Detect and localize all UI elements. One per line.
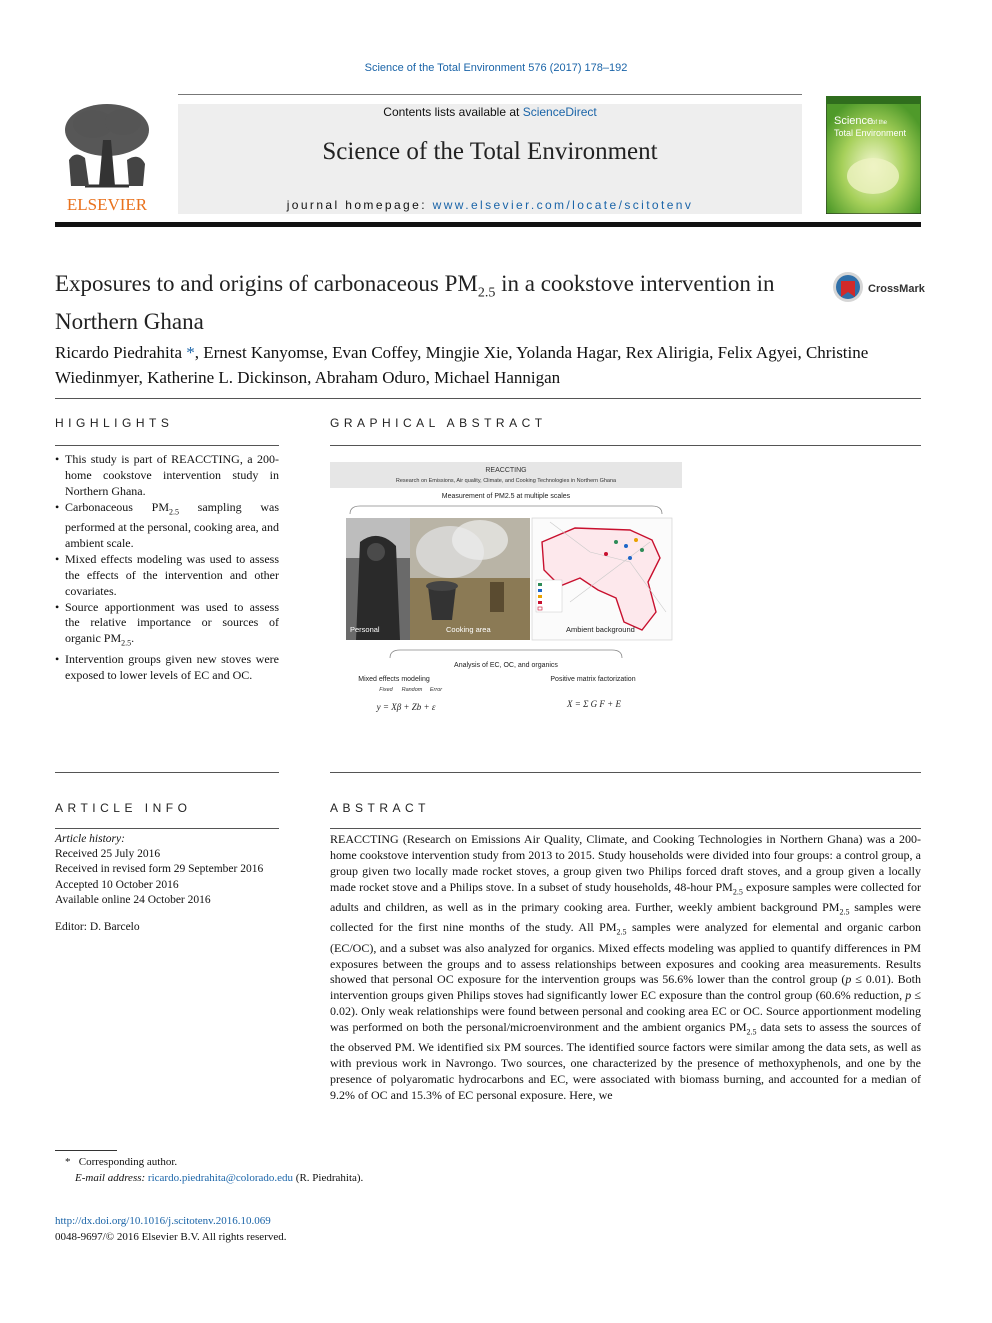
abstract-body: REACCTING (Research on Emissions Air Quality, Climate, and Cooking Technologies in Northern Ghana) was a 200-home cookstove intervention study from 2013 to 2015. Study households were divided into four groups: a control group, a group given two locally made rocket stoves, a group given two Philips forced draft stoves, and a group given a locally made rocket stove and a Philips stove. In a subset of study households, 48-hour $PM_{2.5}$ exposure samples were collected for adults and children, as well as in the primary cooking area. Further, weekly ambient background $PM_{2.5}$ samples were collected for the first nine months of the study. All $PM_{2.5}$ samples were analyzed for elemental and organic carbon (EC/OC), and a subset was also analyzed for organics. Mixed effects modeling was applied to quantify differences in PM exposures between the groups and to assess relationships between exposures and cooking area measurements. Results showed that personal OC exposure for the intervention groups was 56.6% lower than the control group (p ≤ 0.01). Both intervention groups given Philips stoves had significantly lower EC exposure than the control group (60.6% reduction, p ≤ 0.02). Only weak relationships were found between personal and cooking area EC or OC. Source apportionment modeling was performed on both the personal/microenvironment and the ambient organics $PM_{2.5}$ data sets to assess the sources of the observed PM. We identified six PM sources. The identified source factors were similar among the data sets, as well as with previous work in Navrongo. Two sources, one characterized by the presence of methoxyphenols, and one by the presence of polyaromatic hydrocarbons and EC, were associated with biomass burning, and accounted for a median of 9.2% of OC and 15.3% of EC personal exposure. Here, we xyxy=(330,832,922,1103)
contents-available-line xyxy=(178,105,802,119)
header-thick-rule xyxy=(55,222,921,227)
ga-error-label: Error xyxy=(429,687,443,693)
highlight-item: • Carbonaceous $PM_{2.5}$ sampling was performed at the personal, cooking area, and ambient scale. xyxy=(55,500,279,552)
right-column-divider xyxy=(330,772,921,773)
journal-name: Science of the Total Environment xyxy=(322,138,658,165)
elsevier-tree-icon xyxy=(55,100,159,214)
homepage-prefix: journal homepage: xyxy=(286,198,433,212)
title-part2: in a cookstove intervention in Northern Ghana xyxy=(55,271,775,334)
title-part1: Exposures to and origins of carbonaceous PM xyxy=(55,271,478,296)
history-accepted: Accepted 10 October 2016 xyxy=(55,878,179,891)
journal-homepage-line xyxy=(178,198,802,212)
author-email-link[interactable]: ricardo.piedrahita@colorado.edu xyxy=(147,1171,294,1184)
footnote xyxy=(55,1155,555,1186)
footnote-star: * xyxy=(65,1156,71,1168)
ga-banner xyxy=(330,462,682,488)
ga-ambient-map xyxy=(532,518,672,640)
editor: Editor: D. Barcelo xyxy=(55,921,140,934)
article-history xyxy=(55,832,279,935)
corresponding-label: Corresponding author. xyxy=(78,1156,178,1168)
homepage-link[interactable]: www.elsevier.com/locate/scitotenv xyxy=(432,198,694,212)
ga-pmf-equation: X = Σ G F + E xyxy=(567,699,621,709)
ga-pmf-title: Positive matrix factorization xyxy=(550,676,636,683)
authors-divider xyxy=(55,398,921,399)
ga-personal-photo xyxy=(346,518,410,640)
email-label: E-mail address: xyxy=(75,1171,146,1184)
corresponding-author-marker[interactable]: * xyxy=(186,343,195,362)
ga-measurement-title: Measurement of PM2.5 at multiple scales xyxy=(441,493,571,500)
history-label: Article history: xyxy=(55,833,125,845)
crossmark-label: CrossMark xyxy=(868,283,925,295)
ga-analysis-label: Analysis of EC, OC, and organics xyxy=(454,662,558,669)
ga-banner-title: REACCTING xyxy=(485,467,527,474)
article-info-heading: ARTICLE INFO xyxy=(55,801,192,815)
ga-fixed-label: Fixed xyxy=(379,687,393,693)
ga-cooking-photo xyxy=(410,518,530,640)
email-owner: (R. Piedrahita). xyxy=(293,1171,364,1184)
other-authors: , Ernest Kanyomse, Evan Coffey, Mingjie Xie, Yolanda Hagar, Rex Alirigia, Felix Agyei, Christine Wiedinmyer, Katherine L. Dickinson, Abraham Oduro, Michael Hannigan xyxy=(55,343,869,387)
article-title xyxy=(55,270,775,336)
contents-prefix: Contents lists available at xyxy=(383,105,523,119)
crossmark-badge[interactable] xyxy=(832,269,942,305)
graphical-abstract-heading: GRAPHICAL ABSTRACT xyxy=(330,416,547,430)
history-online: Available online 24 October 2016 xyxy=(55,893,211,906)
ga-top-brace xyxy=(350,506,662,514)
author-list xyxy=(55,340,921,390)
header-top-rule xyxy=(178,94,802,95)
sciencedirect-link[interactable]: ScienceDirect xyxy=(522,105,597,119)
highlight-item: • Mixed effects modeling was used to assess the effects of the intervention and other covariates. xyxy=(55,552,279,600)
ga-panel-ambient: Ambient background xyxy=(566,625,635,634)
abstract-heading: ABSTRACT xyxy=(330,801,431,815)
ga-mixed-effects-title: Mixed effects modeling xyxy=(358,676,430,683)
cover-title-mid: of the xyxy=(872,120,888,126)
left-column-divider xyxy=(55,772,279,773)
highlights-heading: HIGHLIGHTS xyxy=(55,416,174,430)
history-received: Received 25 July 2016 xyxy=(55,848,161,861)
journal-cover-thumbnail[interactable] xyxy=(826,96,921,214)
cover-title-line2: Total Environment xyxy=(834,128,907,138)
copyright-line: 0048-9697/© 2016 Elsevier B.V. All rights reserved. xyxy=(55,1230,287,1243)
history-revised: Received in revised form 29 September 2016 xyxy=(55,863,264,876)
corresponding-note xyxy=(55,1155,555,1171)
ga-random-label: Random xyxy=(401,687,423,693)
ga-bottom-brace xyxy=(390,650,622,658)
highlight-item: • This study is part of REACCTING, a 200-home cookstove intervention study in Northern Ghana. xyxy=(55,452,279,500)
ga-panel-cooking: Cooking area xyxy=(446,625,491,634)
graphical-abstract-rule xyxy=(330,445,921,446)
email-line xyxy=(55,1171,555,1187)
elsevier-wordmark: ELSEVIER xyxy=(66,195,148,214)
ga-mixed-equation: y = Xβ + Zb + ε xyxy=(376,702,436,712)
footnote-rule xyxy=(55,1150,117,1151)
ga-panel-personal: Personal xyxy=(350,625,380,634)
graphical-abstract-figure[interactable] xyxy=(330,462,682,720)
elsevier-logo[interactable] xyxy=(55,100,159,214)
abstract-rule xyxy=(330,828,921,829)
highlights-list xyxy=(55,452,279,683)
graphical-abstract-diagram xyxy=(330,462,682,720)
journal-citation[interactable]: Science of the Total Environment 576 (2017) 178–192 xyxy=(364,62,628,74)
highlight-item: • Intervention groups given new stoves were exposed to lower levels of EC and OC. xyxy=(55,652,279,684)
article-info-rule xyxy=(55,828,279,829)
doi-link[interactable]: http://dx.doi.org/10.1016/j.scitotenv.2016.10.069 xyxy=(55,1215,271,1227)
first-author[interactable]: Ricardo Piedrahita xyxy=(55,343,187,362)
ga-banner-subtitle: Research on Emissions, Air quality, Climate, and Cooking Technologies in Northern Ghana xyxy=(395,478,617,484)
highlights-rule xyxy=(55,445,279,446)
doi-block xyxy=(55,1214,555,1245)
crossmark-icon xyxy=(832,269,942,305)
journal-cover-image xyxy=(826,96,921,214)
title-subscript: 2.5 xyxy=(477,285,496,301)
cover-title-line1: Science xyxy=(834,115,874,127)
highlight-item: • Source apportionment was used to assess the relative importance or sources of organic $PM_{2.5}$. xyxy=(55,600,279,652)
